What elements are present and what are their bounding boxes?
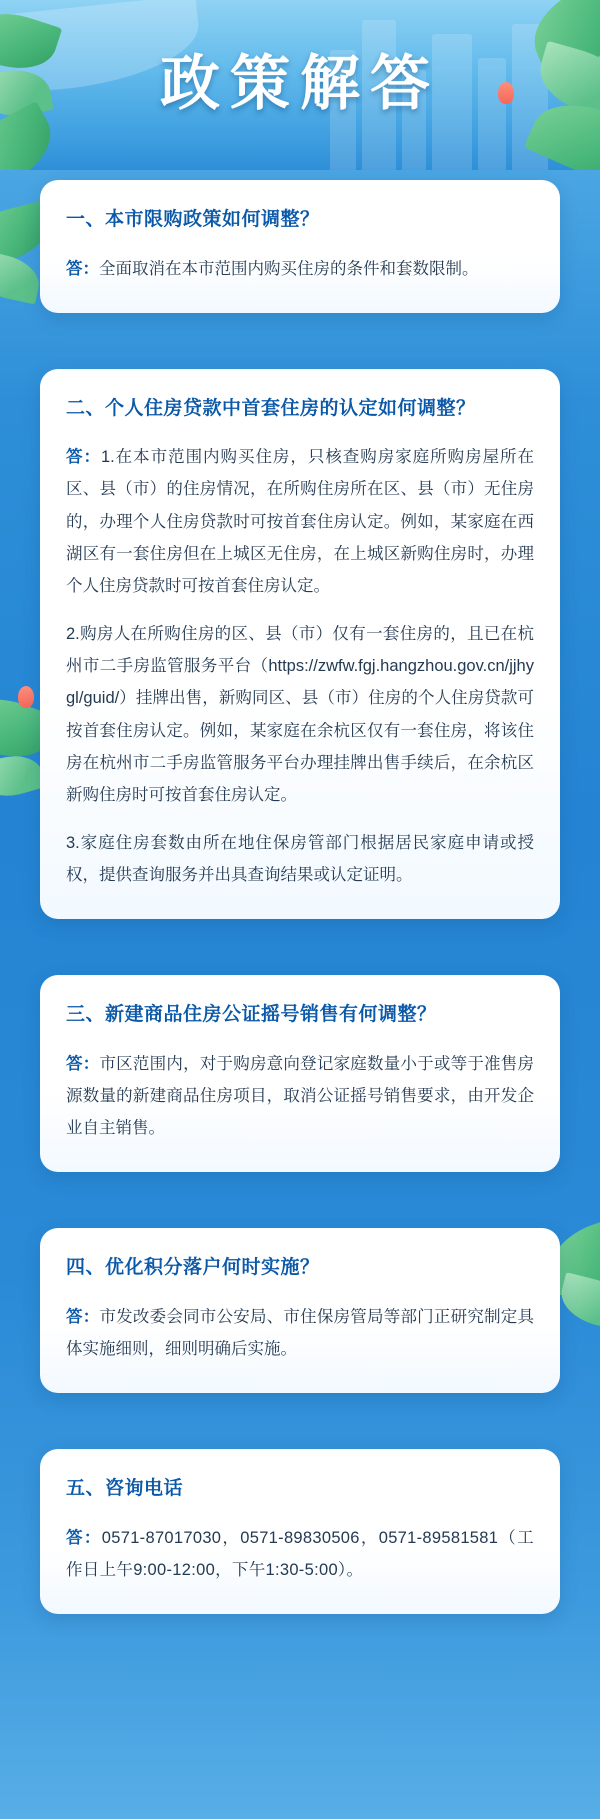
- answer-paragraph: [66, 1522, 534, 1586]
- answer-paragraph: 3.家庭住房套数由所在地住保房管部门根据居民家庭申请或授权，提供查询服务并出具查询结果或认定证明。: [66, 834, 534, 885]
- question-title: 二、个人住房贷款中首套住房的认定如何调整？: [66, 397, 476, 419]
- answer-paragraph: [66, 253, 534, 285]
- answer-label: 答：: [66, 1307, 100, 1326]
- answer-text: 市区范围内，对于购房意向登记家庭数量小于或等于准售房源数量的新建商品住房项目，取消公证摇号销售要求，由开发企业自主销售。: [66, 1054, 535, 1138]
- page-title: 政策解答: [160, 51, 440, 117]
- question-title: 一、本市限购政策如何调整？: [66, 209, 320, 230]
- answer-label: 答：: [66, 1528, 102, 1547]
- answer-paragraph: 2.购房人在所购住房的区、县（市）仅有一套住房的，且已在杭州市二手房监管服务平台（https://zwfw.fgj.hangzhou.gov.cn/jjhygl/guid/）挂牌出售，新购同区、县（市）住房的个人住房贷款可按首套住房认定。例如，某家庭在余杭区仅有一套住房，将该住房在杭州市二手房监管服务平台办理挂牌出售手续后，在余杭区新购住房时可按首套住房认定。: [66, 625, 534, 804]
- cards-container: [0, 170, 600, 1674]
- answer-label: 答：: [66, 1054, 100, 1073]
- qa-card-3: [40, 975, 560, 1172]
- answer-paragraph: [66, 441, 534, 602]
- question-title: 四、优化积分落户何时实施？: [66, 1257, 320, 1279]
- contact-phone-text: 0571-87017030，0571-89830506，0571-89581581（工作日上午9:00-12:00，下午1:30-5:00）。: [66, 1528, 534, 1579]
- answer-text: 1.在本市范围内购买住房，只核查购房家庭所购房屋所在区、县（市）的住房情况，在所购住房所在区、县（市）无住房的，办理个人住房贷款时可按首套住房认定。例如，某家庭在西湖区有一套住房但在上城区无住房，在上城区新购住房时，办理个人住房贷款时可按首套住房认定。: [66, 448, 535, 595]
- qa-card-5: [40, 1449, 560, 1614]
- qa-card-1: [40, 180, 560, 313]
- answer-label: 答：: [66, 448, 101, 467]
- answer-paragraph: [66, 1048, 534, 1145]
- answer-text: 市发改委会同市公安局、市住保房管局等部门正研究制定具体实施细则，细则明确后实施。: [66, 1307, 535, 1359]
- header-banner: [0, 0, 600, 170]
- qa-card-2: [40, 369, 560, 920]
- question-title: 三、新建商品住房公证摇号销售有何调整？: [66, 1004, 437, 1026]
- answer-paragraph: [66, 1301, 534, 1365]
- question-title: 五、咨询电话: [66, 1478, 184, 1500]
- qa-card-4: [40, 1228, 560, 1393]
- answer-label: 答：: [66, 259, 99, 278]
- answer-text: 全面取消在本市范围内购买住房的条件和套数限制。: [99, 259, 479, 278]
